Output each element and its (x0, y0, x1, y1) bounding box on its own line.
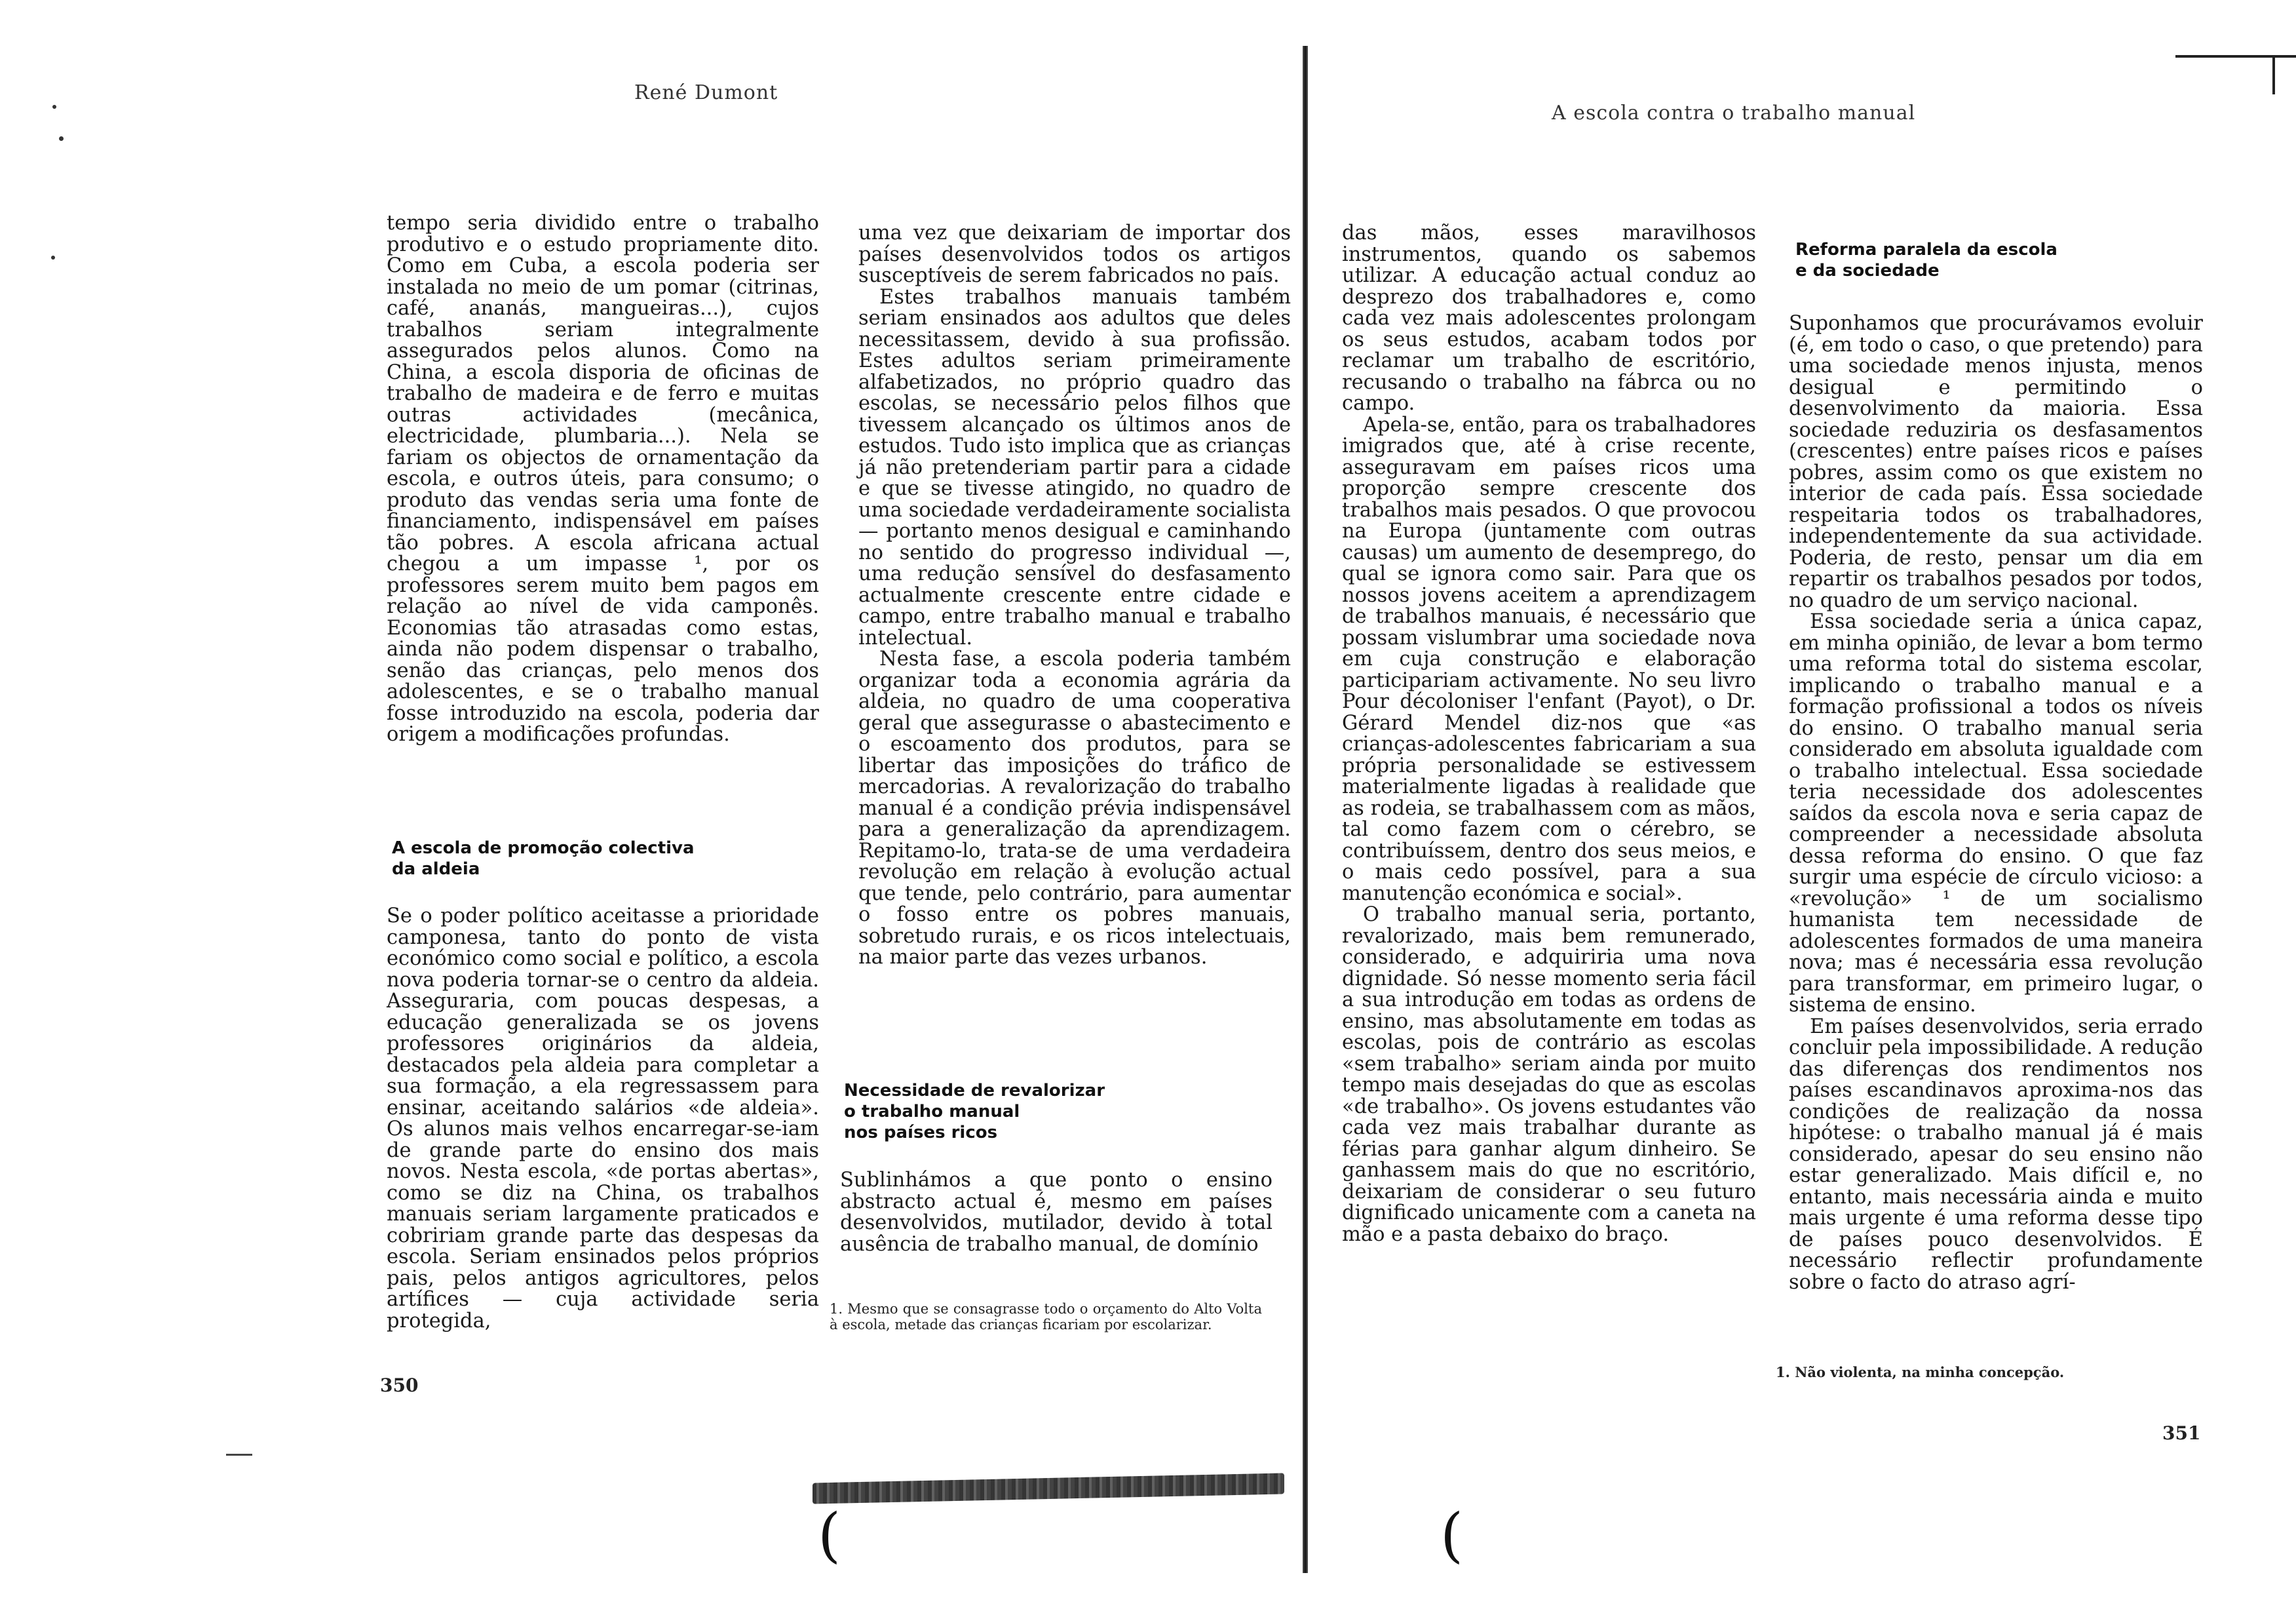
right-column-1 (1342, 223, 1756, 1245)
page-number-right: 351 (2162, 1422, 2201, 1444)
scan-smudge (813, 1473, 1284, 1504)
scan-speck (51, 256, 55, 260)
page-number-left: 350 (380, 1374, 419, 1396)
scan-bracket: ( (1440, 1501, 1464, 1570)
section-heading: Reforma paralela da escola e da sociedade (1795, 240, 2057, 281)
paragraph: O trabalho manual seria, portanto, revalorizado, mais bem remunerado, considerado, e adquiriria uma nova dignidade. Só nesse momento seria fácil a sua introdução em todas as ordens de ensino, mas absolutamente em todas as escolas, pois de contrário as escolas «sem trabalho» seriam ainda por muito tempo mais desejadas do que as escolas «de trabalho». Os jovens estudantes vão cada vez mais trabalhar durante as férias para ganhar algum dinheiro. Se ganhassem mais do que no escritório, deixariam de considerar o seu futuro dignificado unicamente com a caneta na mão e a pasta debaixo do braço. (1342, 903, 1756, 1246)
running-head-left: René Dumont (634, 81, 778, 104)
paragraph: Suponhamos que procurávamos evoluir (é, em todo o caso, o que pretendo) para uma sociedade menos injusta, menos desigual e permitindo o desenvolvimento da maioria. Essa sociedade reduziria os desfasamentos (crescentes) entre países ricos e países pobres, assim como os que existem no interior de cada país. Essa sociedade respeitaria todos os trabalhadores, independentemente da sua actividade. Poderia, de resto, pensar um dia em repartir os trabalhos pesados por todos, no quadro de um serviço nacional. (1789, 312, 2203, 612)
left-column-2 (858, 223, 1291, 969)
scan-speck (59, 136, 64, 141)
scan-bracket: ( (818, 1501, 841, 1570)
paragraph: Nesta fase, a escola poderia também organizar toda a economia agrária da aldeia, no quadro de uma cooperativa geral que assegurasse o abastecimento e o escoamento dos produtos, para se libertar das imposições do tráfico de mercadorias. A revalorização do trabalho manual é a condição prévia indispensável para a generalização da aprendizagem. Repitamo-lo, trata-se de uma verdadeira revolução em relação à evolução actual que tende, pelo contrário, para aumentar o fosso entre os pobres manuais, sobretudo rurais, e os ricos intelectuais, na maior parte das vezes urbanos. (858, 648, 1291, 969)
section-heading: A escola de promoção colectiva da aldeia (392, 838, 695, 879)
footnote-right: 1. Não violenta, na minha concepção. (1776, 1364, 2065, 1380)
paragraph: Essa sociedade seria a única capaz, em minha opinião, de levar a bom termo uma reforma total do sistema escolar, implicando o trabalho manual e a formação profissional a todos os níveis do ensino. O trabalho manual seria considerado em absoluta igualdade com o trabalho intelectual. Essa sociedade teria necessidade dos adolescentes saídos da escola nova e seria capaz de compreender a necessidade absoluta dessa reforma do ensino. O que faz surgir uma espécie de círculo vicioso: a «revolução» ¹ de um socialismo humanista tem necessidade de adolescentes formados de uma maneira nova; mas é necessária essa revolução para transformar, em primeiro lugar, o sistema de ensino. (1789, 610, 2203, 1017)
book-spine (1303, 46, 1308, 1573)
footnote-left: 1. Mesmo que se consagrasse todo o orçamento do Alto Volta à escola, metade das crianças ficariam por escolarizar. (830, 1301, 1262, 1333)
left-column-1-top (387, 213, 819, 746)
paragraph: das mãos, esses maravilhosos instrumentos, quando os sabemos utilizar. A educação actual conduz ao desprezo dos trabalhadores e, como cada vez mais adolescentes prolongam os seus estudos, acabam todos por reclamar um trabalho de escritório, recusando o trabalho na fábrca ou no campo. (1342, 222, 1756, 415)
right-column-2 (1789, 313, 2203, 1293)
paragraph: Se o poder político aceitasse a prioridade camponesa, tanto do ponto de vista económico como social e político, a escola nova poderia tornar-se o centro da aldeia. Asseguraria, com poucas despesas, a educação generalizada se os jovens professores originários da aldeia, destacados pela aldeia para completar a sua formação, a ela regressassem para ensinar, aceitando salários «de aldeia». Os alunos mais velhos encarregar-se-iam de grande parte do ensino dos mais novos. Nesta escola, «de portas abertas», como se diz na China, os trabalhos manuais seriam largamente praticados e cobririam grande parte das despesas da escola. Seriam ensinados pelos próprios pais, pelos antigos agricultores, pelos artífices — cuja actividade seria protegida, (387, 905, 819, 1333)
running-head-right: A escola contra o trabalho manual (1552, 102, 1916, 125)
paragraph: Em países desenvolvidos, seria errado concluir pela impossibilidade. A redução das diferenças dos rendimentos nos países escandinavos aproxima-nos das condições de realização da nossa hipótese: o trabalho manual já é mais considerado, apesar do seu ensino não estar generalizado. Mais difícil e, no entanto, mais necessária ainda e muito mais urgente é uma reforma desse tipo de países pouco desenvolvidos. É necessário reflectir profundamente sobre o facto do atraso agrí- (1789, 1015, 2203, 1294)
scan-mark (2175, 55, 2296, 58)
left-column-1-bottom (387, 906, 819, 1332)
scan-speck (52, 105, 56, 109)
paragraph: Apela-se, então, para os trabalhadores imigrados que, até à crise recente, asseguravam em países ricos uma proporção sempre crescente dos trabalhos mais pesados. O que provocou na Europa (juntamente com outras causas) um aumento de desemprego, do qual se ignora como sair. Para que os nossos jovens aceitem a aprendizagem de trabalhos manuais, é necessário que possam vislumbrar uma sociedade nova em cuja construção e elaboração participariam activamente. No seu livro Pour décoloniser l'enfant (Payot), o Dr. Gérard Mendel diz-nos que «as crianças-adolescentes fabricariam a sua própria personalidade se estivessem materialmente ligadas à realidade que as rodeia, se trabalhassem com as mãos, tal como fazem com o cérebro, se contribuíssem, dentro dos seus meios, e o mais cedo possível, para a sua manutenção económica e social». (1342, 413, 1756, 905)
scan-mark (226, 1454, 252, 1456)
paragraph: Estes trabalhos manuais também seriam ensinados aos adultos que deles necessitassem, devido à sua profissão. Estes adultos seriam primeiramente alfabetizados, no próprio quadro das escolas, se necessário pelos filhos que tivessem alcançado os últimos anos de estudos. Tudo isto implica que as crianças já não pretenderiam partir para a cidade e que se tivesse atingido, no quadro de uma sociedade verdadeiramente socialista — portanto menos desigual e caminhando no sentido do progresso individual —, uma redução sensível do desfasamento actualmente crescente entre cidade e campo, entre trabalho manual e trabalho intelectual. (858, 285, 1291, 650)
paragraph: Sublinhámos a que ponto o ensino abstracto actual é, mesmo em países desenvolvidos, mutilador, devido à total ausência de trabalho manual, de domínio (840, 1169, 1272, 1256)
scan-mark (2272, 55, 2275, 94)
left-column-2-bottom (840, 1170, 1272, 1255)
paragraph: uma vez que deixariam de importar dos países desenvolvidos todos os artigos susceptíveis de serem fabricados no país. (858, 222, 1291, 287)
paragraph: tempo seria dividido entre o trabalho produtivo e o estudo propriamente dito. Como em Cuba, a escola poderia ser instalada no meio de um pomar (citrinas, café, ananás, mangueiras...), cujos trabalhos seriam integralmente assegurados pelos alunos. Como na China, a escola disporia de oficinas de trabalho de madeira e de ferro e muitas outras actividades (mecânica, electricidade, plumbaria...). Nela se fariam os objectos de ornamentação da escola, e outros úteis, para consumo; o produto das vendas seria uma fonte de financiamento, indispensável em países tão pobres. A escola africana actual chegou a um impasse ¹, por os professores serem muito bem pagos em relação ao nível de vida camponês. Economias tão atrasadas como estas, ainda não podem dispensar o trabalho, senão das crianças, pelo menos dos adolescentes, e se o trabalho manual fosse introduzido na escola, poderia dar origem a modificações profundas. (387, 212, 819, 746)
section-heading: Necessidade de revalorizar o trabalho manual nos países ricos (844, 1081, 1105, 1142)
